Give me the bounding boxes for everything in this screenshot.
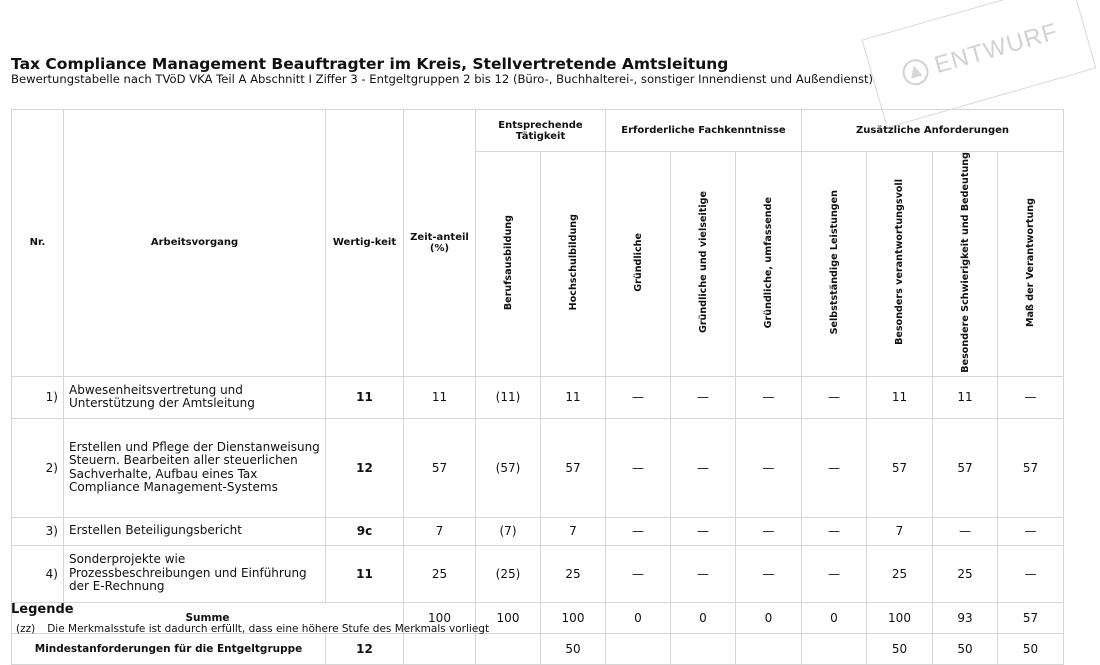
row-cell: (25) xyxy=(476,545,541,602)
row-cell: — xyxy=(671,517,736,545)
row-nr: 1) xyxy=(12,376,64,418)
evaluation-table xyxy=(11,109,1064,665)
sum-cell: 100 xyxy=(476,602,541,633)
sum-cell: 100 xyxy=(867,602,933,633)
row-cell: — xyxy=(736,418,802,517)
row-nr: 3) xyxy=(12,517,64,545)
subheader-cell xyxy=(998,152,1064,377)
header-nr: Nr. xyxy=(12,110,64,377)
min-label: Mindestanforderungen für die Entgeltgruppe xyxy=(12,633,326,664)
legend-text: Die Merkmalsstufe ist dadurch erfüllt, dass eine höhere Stufe des Merkmals vorliegt xyxy=(47,623,490,635)
min-value: 12 xyxy=(326,633,404,664)
min-cell xyxy=(736,633,802,664)
min-cell xyxy=(802,633,867,664)
subheader-cell xyxy=(802,152,867,377)
sum-cell: 0 xyxy=(606,602,671,633)
sum-cell: 0 xyxy=(736,602,802,633)
header-group-knowledge: Erforderliche Fachkenntnisse xyxy=(606,110,802,152)
row-cell: — xyxy=(802,545,867,602)
row-cell: — xyxy=(606,545,671,602)
subheader-cell xyxy=(541,152,606,377)
row-time: 25 xyxy=(404,545,476,602)
subheader-label: Gründliche und vielseitige xyxy=(697,191,709,334)
row-cell: — xyxy=(933,517,998,545)
legend-key: (zz) xyxy=(16,623,36,635)
row-cell: 57 xyxy=(541,418,606,517)
row-cell: — xyxy=(998,517,1064,545)
row-value: 9c xyxy=(326,517,404,545)
row-cell: — xyxy=(736,545,802,602)
min-cell: 50 xyxy=(867,633,933,664)
sum-cell: 93 xyxy=(933,602,998,633)
row-cell: 57 xyxy=(998,418,1064,517)
legend-item xyxy=(16,623,489,635)
subheader-label: Besondere Schwierigkeit und Bedeutung xyxy=(959,152,971,373)
row-task: Sonderprojekte wie Prozessbeschreibungen und Einführung der E-Rechnung xyxy=(64,545,326,602)
row-cell: 25 xyxy=(867,545,933,602)
row-nr: 4) xyxy=(12,545,64,602)
row-cell: — xyxy=(671,418,736,517)
subheader-cell xyxy=(736,152,802,377)
row-time: 57 xyxy=(404,418,476,517)
page-subtitle: Bewertungstabelle nach TVöD VKA Teil A Abschnitt I Ziffer 3 - Entgeltgruppen 2 bis 12 (Büro-, Buchhalterei-, sonstiger Innendienst und Außendienst) xyxy=(11,72,874,86)
row-cell: (11) xyxy=(476,376,541,418)
table-row xyxy=(12,418,1064,517)
row-cell: — xyxy=(671,545,736,602)
min-cell xyxy=(671,633,736,664)
sum-label: Summe xyxy=(12,602,404,633)
row-task: Erstellen Beteiligungsbericht xyxy=(64,517,326,545)
min-time xyxy=(404,633,476,664)
subheader-label: Selbstständige Leistungen xyxy=(828,190,840,335)
min-cell xyxy=(606,633,671,664)
sum-cell: 57 xyxy=(998,602,1064,633)
row-cell: — xyxy=(802,418,867,517)
row-value: 12 xyxy=(326,418,404,517)
row-time: 7 xyxy=(404,517,476,545)
row-cell: 57 xyxy=(867,418,933,517)
row-cell: — xyxy=(736,376,802,418)
row-time: 11 xyxy=(404,376,476,418)
row-cell: — xyxy=(606,376,671,418)
min-cell: 50 xyxy=(998,633,1064,664)
subheader-cell xyxy=(476,152,541,377)
draft-stamp-text: ENTWURF xyxy=(931,18,1061,80)
subheader-cell xyxy=(933,152,998,377)
row-cell: 11 xyxy=(933,376,998,418)
header-task: Arbeitsvorgang xyxy=(64,110,326,377)
row-cell: 57 xyxy=(933,418,998,517)
table-row xyxy=(12,376,1064,418)
row-cell: 11 xyxy=(541,376,606,418)
row-cell: 11 xyxy=(867,376,933,418)
row-cell: 7 xyxy=(867,517,933,545)
subheader-cell xyxy=(606,152,671,377)
subheader-label: Besonders verantwortungsvoll xyxy=(894,179,905,346)
subheader-cell xyxy=(867,152,933,377)
header-group-activity: Entsprechende Tätigkeit xyxy=(476,110,606,152)
table-row xyxy=(12,545,1064,602)
row-task: Abwesenheitsvertretung und Unterstützung der Amtsleitung xyxy=(64,376,326,418)
header-time-share: Zeit-anteil (%) xyxy=(404,110,476,377)
row-task: Erstellen und Pflege der Dienstanweisung Steuern. Bearbeiten aller steuerlichen Sachverhalte, Aufbau eines Tax Compliance Management-Systems xyxy=(64,418,326,517)
subheader-cell xyxy=(671,152,736,377)
table-row xyxy=(12,517,1064,545)
row-cell: — xyxy=(671,376,736,418)
subheader-label: Gründliche xyxy=(632,233,644,292)
min-cell: 50 xyxy=(541,633,606,664)
sum-time: 100 xyxy=(404,602,476,633)
row-nr: 2) xyxy=(12,418,64,517)
min-cell xyxy=(476,633,541,664)
min-cell: 50 xyxy=(933,633,998,664)
subheader-label: Gründliche, umfassende xyxy=(763,196,774,329)
row-cell: — xyxy=(998,376,1064,418)
sum-cell: 0 xyxy=(802,602,867,633)
header-value: Wertig-keit xyxy=(326,110,404,377)
row-cell: 25 xyxy=(933,545,998,602)
row-cell: — xyxy=(802,517,867,545)
row-cell: 25 xyxy=(541,545,606,602)
row-cell: — xyxy=(998,545,1064,602)
sum-cell: 0 xyxy=(671,602,736,633)
row-cell: (57) xyxy=(476,418,541,517)
subheader-label: Berufsausbildung xyxy=(502,214,514,310)
legend-title: Legende xyxy=(11,602,74,617)
subheader-label: Hochschulbildung xyxy=(567,214,579,311)
subheader-label: Maß der Verantwortung xyxy=(1025,197,1037,327)
row-cell: — xyxy=(606,418,671,517)
page-title: Tax Compliance Management Beauftragter im Kreis, Stellvertretende Amtsleitung xyxy=(11,55,729,73)
header-group-extra: Zusätzliche Anforderungen xyxy=(802,110,1064,152)
row-cell: 7 xyxy=(541,517,606,545)
min-requirements-row xyxy=(12,633,1064,664)
row-cell: — xyxy=(736,517,802,545)
row-cell: — xyxy=(606,517,671,545)
row-value: 11 xyxy=(326,376,404,418)
row-cell: (7) xyxy=(476,517,541,545)
sum-cell: 100 xyxy=(541,602,606,633)
row-cell: — xyxy=(802,376,867,418)
row-value: 11 xyxy=(326,545,404,602)
